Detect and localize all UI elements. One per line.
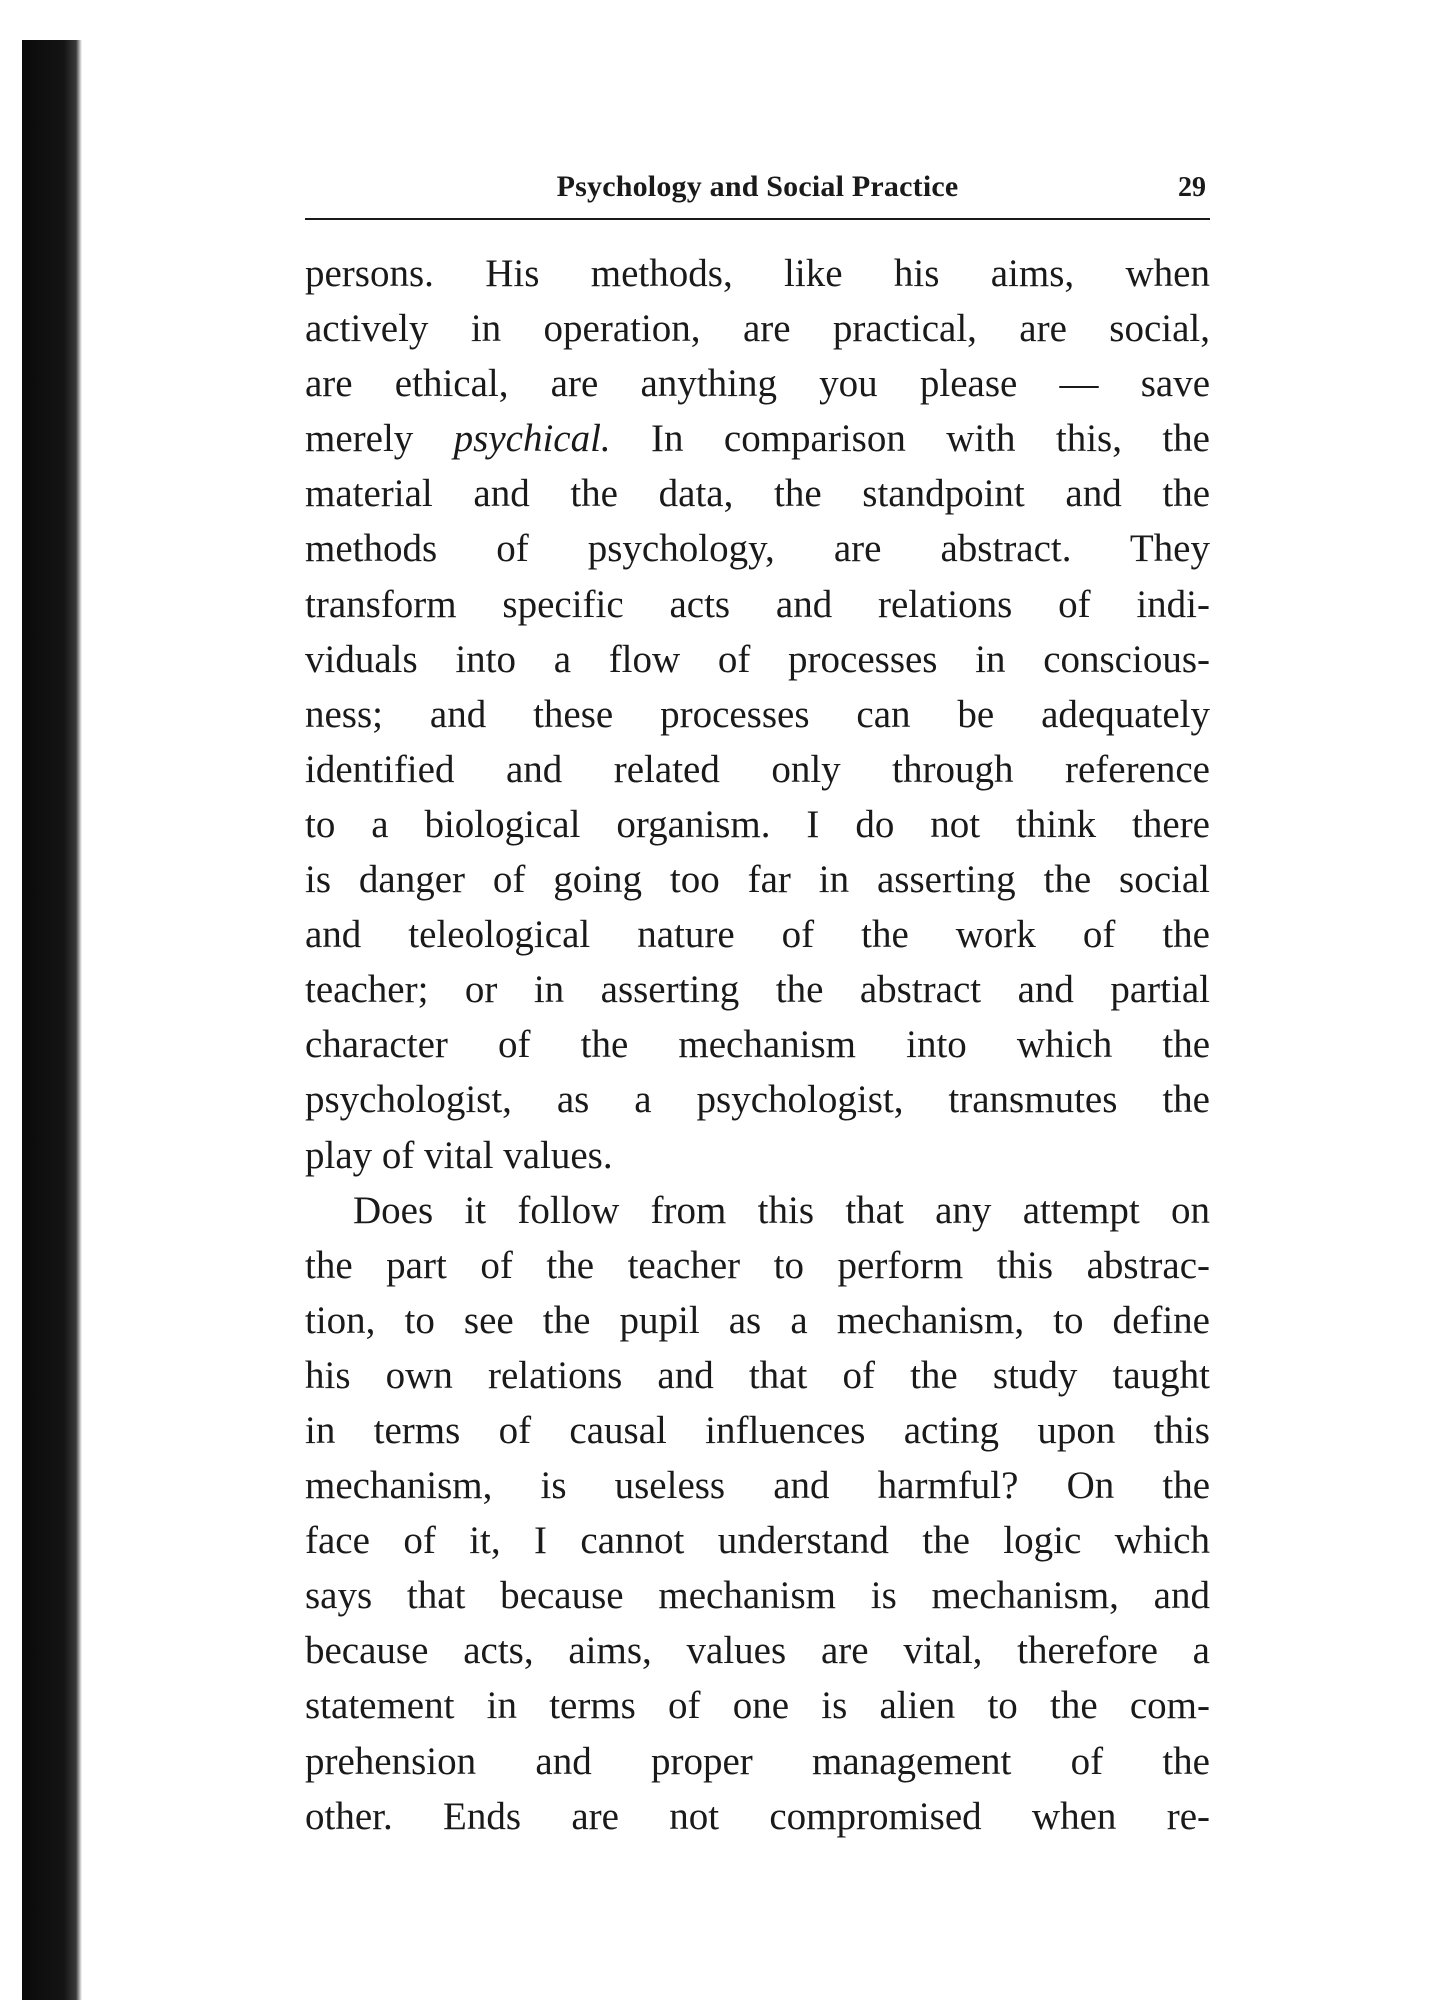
text-line: ness; and these processes can be adequately	[305, 692, 1210, 736]
text-line: mechanism, is useless and harmful? On the	[305, 1464, 1210, 1508]
text-line: teacher; or in asserting the abstract and partial	[305, 968, 1210, 1012]
running-head	[305, 160, 1210, 220]
text-segment: In comparison with this, the	[610, 417, 1210, 461]
text-line: to a biological organism. I do not think there	[305, 802, 1210, 846]
text-line: persons. His methods, like his aims, when	[305, 252, 1210, 295]
page-number: 29	[1178, 172, 1206, 203]
text-line: actively in operation, are practical, are social,	[305, 307, 1210, 351]
text-line: methods of psychology, are abstract. They	[305, 527, 1210, 571]
body-text	[305, 246, 1210, 1844]
text-line: material and the data, the standpoint and the	[305, 472, 1210, 516]
text-line: identified and related only through reference	[305, 747, 1210, 791]
text-line: says that because mechanism is mechanism, and	[305, 1574, 1210, 1618]
text-line-with-italic	[305, 411, 1210, 466]
text-line: prehension and proper management of the	[305, 1739, 1210, 1783]
text-line: face of it, I cannot understand the logic which	[305, 1519, 1210, 1563]
text-line: because acts, aims, values are vital, therefore a	[305, 1629, 1210, 1673]
text-line: and teleological nature of the work of the	[305, 913, 1210, 957]
text-line: transform specific acts and relations of indi-	[305, 582, 1210, 626]
text-line: is danger of going too far in asserting the social	[305, 858, 1210, 902]
text-line: statement in terms of one is alien to the com-	[305, 1684, 1210, 1728]
text-line: are ethical, are anything you please — save	[305, 362, 1210, 406]
text-segment: merely	[305, 417, 454, 461]
paragraph-start-line: Does it follow from this that any attempt on	[353, 1188, 1210, 1232]
text-line: other. Ends are not compromised when re-	[305, 1794, 1210, 1838]
text-line: tion, to see the pupil as a mechanism, to define	[305, 1298, 1210, 1342]
binding-notch	[82, 470, 96, 500]
book-binding-edge	[22, 40, 82, 2000]
text-line: in terms of causal influences acting upon this	[305, 1408, 1210, 1452]
text-line: play of vital values.	[305, 1133, 613, 1177]
text-line: viduals into a flow of processes in conscious-	[305, 637, 1210, 681]
text-line: psychologist, as a psychologist, transmutes the	[305, 1078, 1210, 1122]
running-title: Psychology and Social Practice	[556, 170, 959, 203]
text-line: the part of the teacher to perform this abstrac-	[305, 1243, 1210, 1287]
text-line: character of the mechanism into which the	[305, 1023, 1210, 1067]
text-line: his own relations and that of the study taught	[305, 1353, 1210, 1397]
italic-word: psychical.	[453, 417, 611, 461]
